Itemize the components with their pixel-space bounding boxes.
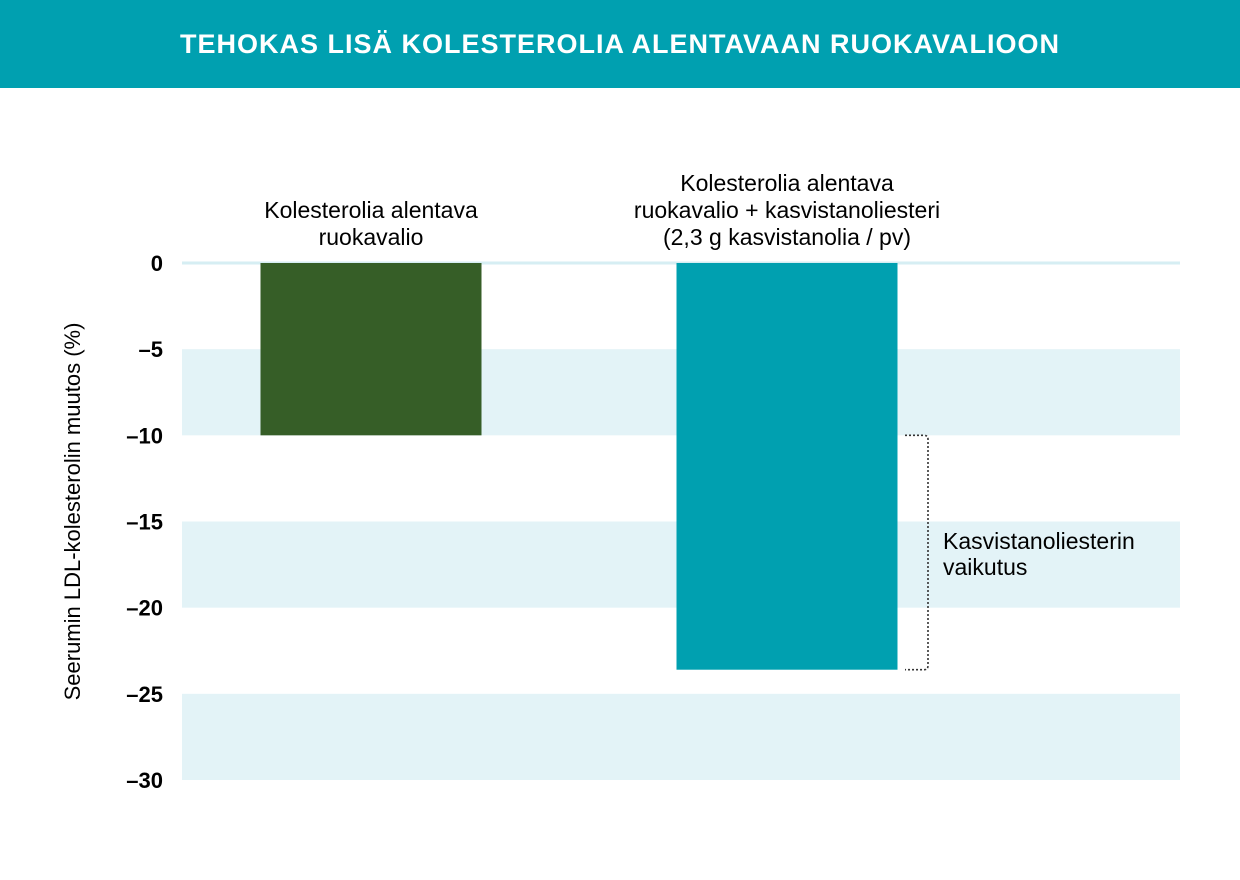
y-tick-labels <box>126 251 163 793</box>
grid-band <box>182 694 1180 780</box>
annotation-label: vaikutus <box>943 554 1028 580</box>
bars <box>261 263 898 670</box>
bar <box>261 263 482 435</box>
y-tick-label: –5 <box>138 337 163 363</box>
y-tick-label: –20 <box>126 595 163 621</box>
y-axis-label: Seerumin LDL-kolesterolin muutos (%) <box>60 322 85 701</box>
category-label: (2,3 g kasvistanolia / pv) <box>662 224 912 250</box>
category-label: Kolesterolia alentava <box>264 197 478 223</box>
y-tick-label: –30 <box>126 768 163 793</box>
category-label: ruokavalio + kasvistanoliesteri <box>633 197 941 223</box>
category-label: ruokavalio <box>318 224 424 250</box>
category-label: Kolesterolia alentava <box>680 170 894 196</box>
chart-title: TEHOKAS LISÄ KOLESTEROLIA ALENTAVAAN RUOKAVALIOON <box>180 28 1060 59</box>
category-labels <box>264 170 940 250</box>
y-tick-label: –25 <box>126 681 163 707</box>
y-tick-label: –10 <box>126 423 163 449</box>
y-tick-label: 0 <box>150 251 163 276</box>
y-tick-label: –15 <box>126 509 163 535</box>
bar <box>677 263 898 670</box>
annotation-label: Kasvistanoliesterin <box>943 528 1135 554</box>
y-axis-label-group <box>60 323 85 701</box>
